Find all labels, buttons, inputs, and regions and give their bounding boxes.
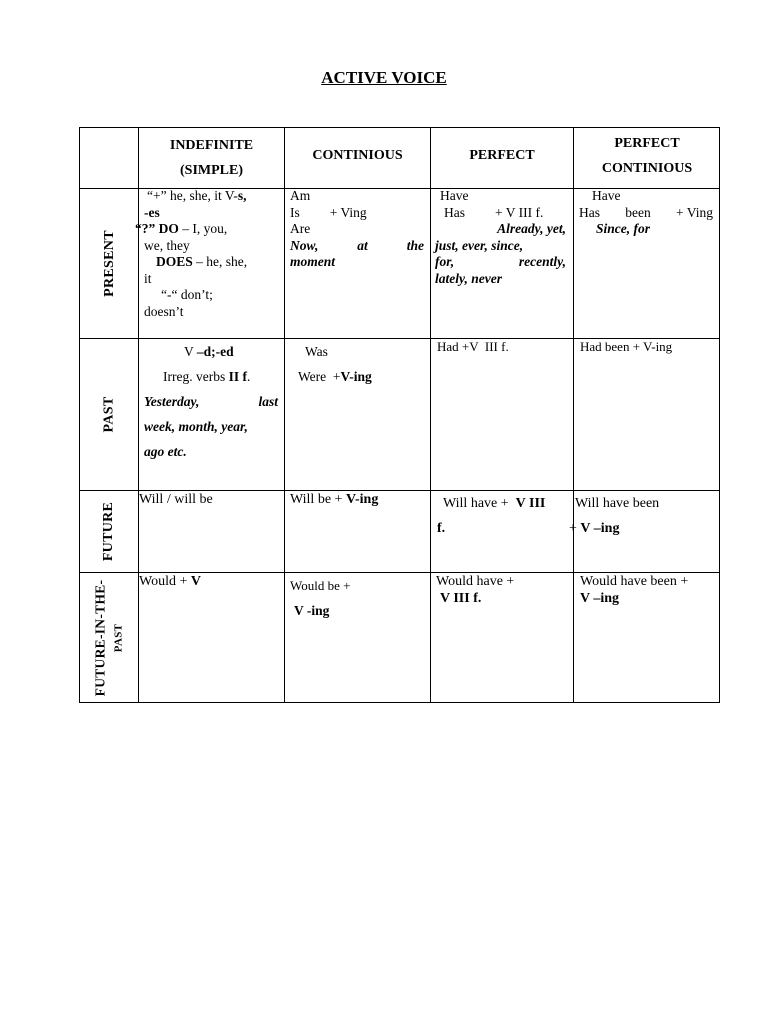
past-indefinite-text: Yesterday, [144,394,200,409]
present-indefinite-text: “+” he, she, it V- [147,188,238,203]
future-perfect-text: V III [515,496,546,511]
present-perfect-continuous-text: + Ving [676,204,713,220]
future-in-past-continuous-text: V -ing [294,603,330,618]
present-perfect-cell [435,188,566,287]
past-indefinite-text: V [184,344,197,359]
past-indefinite-text: ago etc. [144,444,187,459]
row-label-future-in-past-line1: FUTURE-IN-THE- [92,579,108,697]
row-label-future: FUTURE [101,501,117,562]
future-in-past-perfect-continuous-cell [580,573,720,607]
present-continuous-text: the [406,237,424,253]
tense-table [79,127,720,703]
row-label-future-cell [80,491,138,572]
column-divider [284,128,285,702]
present-continuous-text: Is [290,204,300,220]
past-indefinite-text: last [258,394,278,409]
future-in-past-indefinite-cell [139,573,279,590]
present-perfect-text: lately, never [435,270,502,286]
header-continuous [285,128,430,183]
past-perfect-cell [437,339,569,356]
header-continuous-label: CONTINIOUS [312,148,403,163]
future-perfect-text: f. [437,521,446,536]
present-continuous-text: Are [290,221,311,236]
present-indefinite-text: doesn’t [144,303,184,319]
future-perfect-continuous-text: Will have been [575,496,660,511]
header-perfect-label: PERFECT [469,148,535,163]
present-indefinite-text: – he, she, [192,254,248,269]
past-indefinite-text: week, month, year, [144,419,248,434]
present-perfect-text: Already, yet, [497,221,566,236]
present-indefinite-text: “-“ don’t; [161,287,213,302]
present-perfect-continuous-cell [579,188,713,238]
future-indefinite-cell [139,491,279,508]
present-indefinite-text: s, [237,188,247,203]
future-perfect-continuous-text: V –ing [580,521,620,536]
row-label-present: PRESENT [101,230,117,297]
past-perfect-continuous-text: Had been + V-ing [580,339,673,354]
present-indefinite-text: -es [144,204,160,220]
past-perfect-continuous-cell [580,339,714,356]
future-in-past-perfect-text: V III f. [440,591,482,606]
present-continuous-text: at [357,237,368,253]
future-perfect-text: Will have + [443,496,516,511]
present-perfect-text: Have [440,188,469,203]
present-indefinite-text: DOES [156,254,193,269]
present-perfect-continuous-text: Has [579,204,600,220]
future-in-past-perfect-cell [436,573,570,607]
header-perfect-continuous-line1: PERFECT [614,136,680,151]
present-continuous-cell [290,188,424,271]
future-continuous-cell [290,491,426,508]
header-indefinite-line2: (SIMPLE) [180,163,243,178]
future-continuous-text: Will be + [290,492,346,507]
future-in-past-indefinite-text: V [190,574,202,589]
future-in-past-indefinite-text: Would + [139,574,191,589]
present-indefinite-text: we, they [144,237,190,253]
future-perfect-cell [437,491,571,541]
future-perfect-continuous-cell [569,491,715,541]
present-continuous-text: Am [290,188,311,203]
column-divider [430,128,431,702]
present-indefinite-text: it [144,270,152,286]
present-perfect-continuous-text: Since, for [596,221,650,236]
present-perfect-text: recently, [518,254,566,269]
row-label-present-cell [80,189,138,338]
future-in-past-continuous-text: Would be + [290,578,351,593]
future-indefinite-text: Will / will be [139,492,213,507]
past-indefinite-text: –d;-ed [196,344,234,359]
header-perfect-continuous [574,128,720,184]
past-indefinite-text: II f [228,369,247,384]
present-perfect-text: + V III f. [495,204,544,220]
present-perfect-text: just, ever, since, [435,237,524,253]
past-indefinite-cell [144,339,278,464]
header-indefinite-line1: INDEFINITE [169,138,254,153]
future-in-past-perfect-continuous-text: V –ing [580,591,620,606]
future-in-past-perfect-continuous-text: Would have been + [580,574,689,589]
column-divider [138,128,139,702]
past-indefinite-text: . [247,369,251,384]
row-label-past-cell [80,339,138,490]
future-continuous-text: V-ing [345,492,379,507]
future-in-past-continuous-cell [290,573,426,623]
page-title: ACTIVE VOICE [321,68,447,87]
past-continuous-text: Was [305,344,328,359]
row-label-future-in-past-cell [80,573,138,703]
present-perfect-continuous-text: Have [592,188,621,203]
future-perfect-continuous-text: + [569,521,581,536]
present-perfect-text: Has [444,204,465,220]
present-indefinite-cell [135,188,279,320]
column-divider [573,128,574,702]
past-continuous-cell [294,339,424,389]
present-continuous-text: + Ving [329,204,367,220]
header-perfect-continuous-line2: CONTINIOUS [601,161,693,176]
past-indefinite-text: Irreg. verbs [163,369,229,384]
future-in-past-perfect-text: Would have + [436,574,515,589]
present-continuous-text: Now, [290,237,319,253]
present-indefinite-text: “?” DO [135,221,179,236]
past-continuous-text: Were + [298,369,341,384]
past-continuous-text: V-ing [340,369,372,384]
header-indefinite [139,128,284,188]
header-perfect [431,128,573,183]
row-label-future-in-past-line2: PAST [112,623,125,653]
present-indefinite-text: – I, you, [178,221,228,236]
present-continuous-text: moment [290,254,336,269]
present-perfect-text: for, [435,254,455,269]
past-perfect-text: Had +V III f. [437,339,509,354]
present-perfect-continuous-text: been [625,204,651,220]
row-label-future-in-past [91,580,127,697]
row-label-past: PAST [101,396,117,433]
